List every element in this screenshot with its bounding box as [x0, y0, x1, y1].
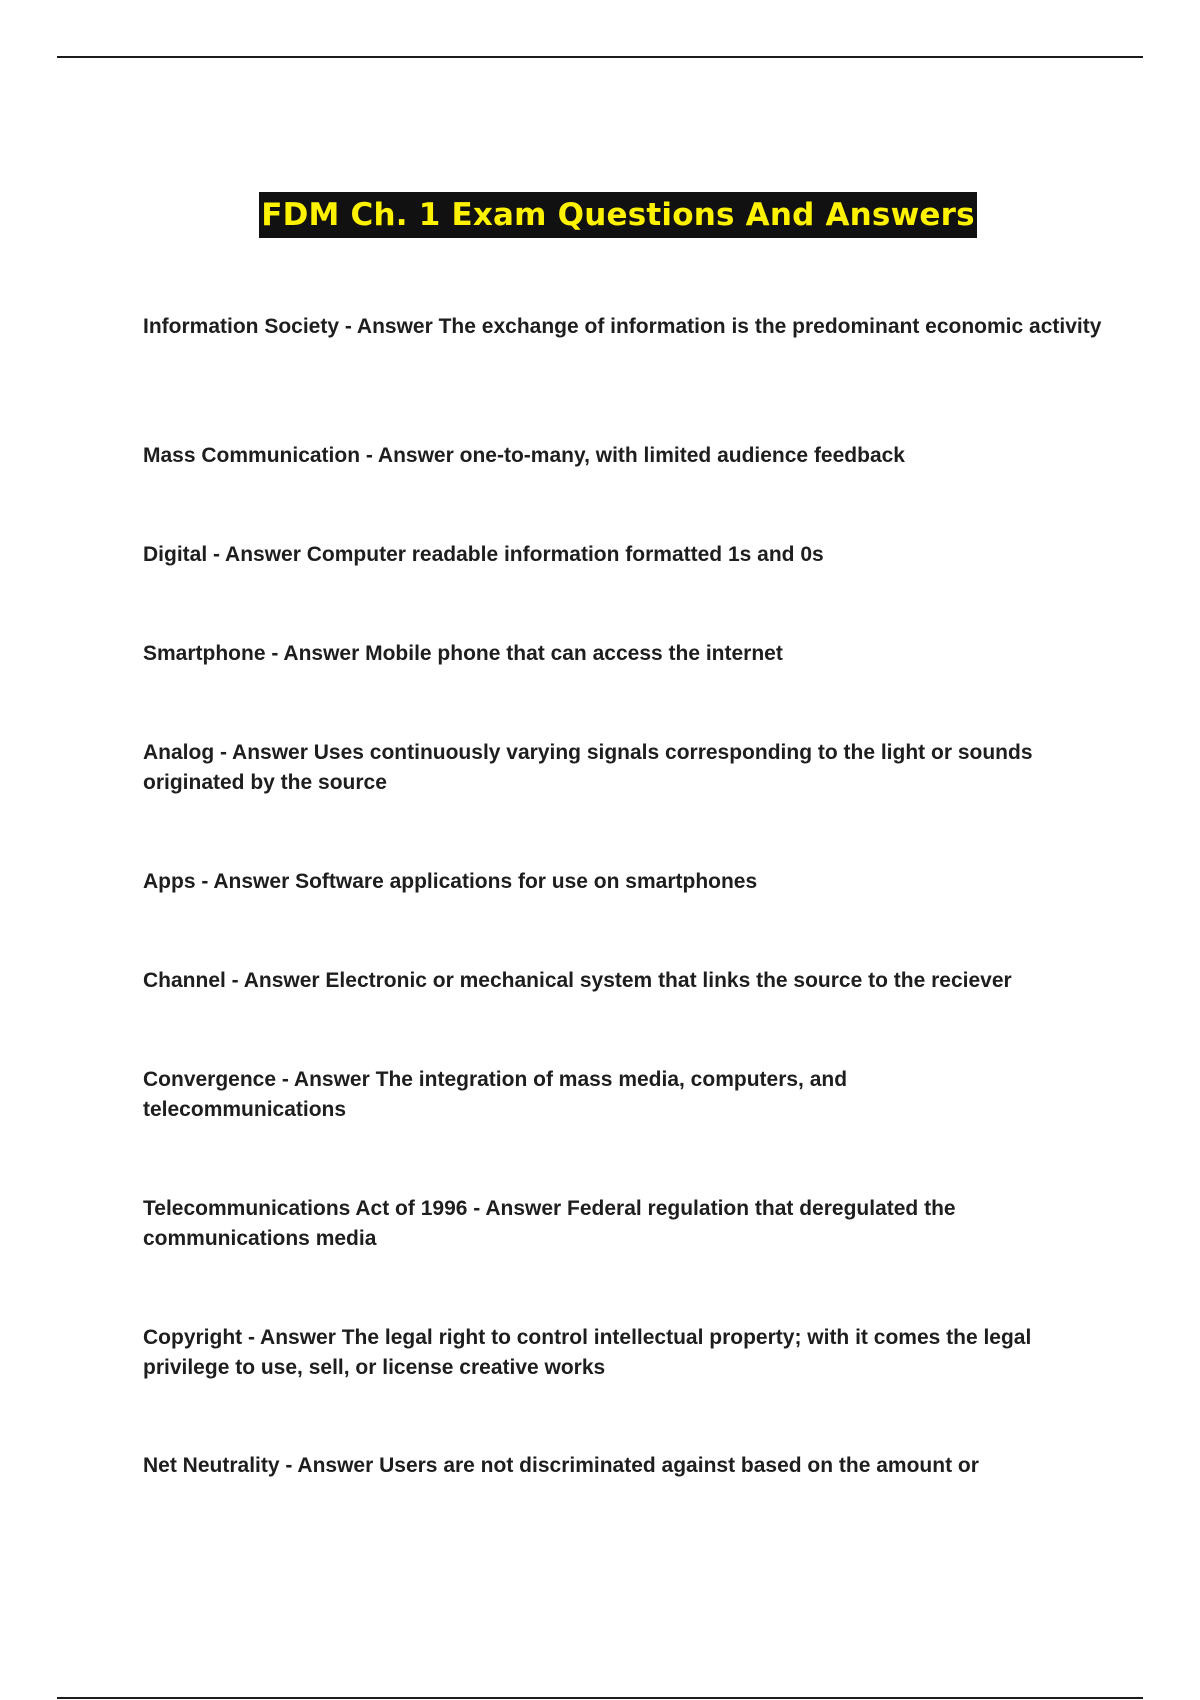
- qa-term: Smartphone: [143, 642, 266, 665]
- qa-answer: Computer readable information formatted 1s and 0s: [306, 543, 824, 566]
- qa-entry: [143, 867, 1103, 897]
- qa-entry: [143, 1323, 1103, 1383]
- qa-answer: The integration of mass media, computers, and telecommunications: [143, 1068, 848, 1121]
- qa-entry: [143, 540, 1103, 570]
- qa-term: Mass Communication: [143, 444, 361, 467]
- title-container: [0, 192, 1200, 238]
- qa-separator: - Answer: [265, 642, 366, 665]
- qa-entry: [143, 1194, 1023, 1254]
- qa-separator: - Answer: [276, 1068, 376, 1091]
- qa-separator: - Answer: [339, 315, 439, 338]
- qa-separator: - Answer: [195, 870, 296, 893]
- qa-entry: [143, 312, 1103, 342]
- qa-answer: one-to-many, with limited audience feedback: [459, 444, 905, 467]
- qa-entry: [143, 738, 1103, 798]
- qa-separator: - Answer: [360, 444, 460, 467]
- qa-separator: - Answer: [242, 1326, 342, 1349]
- qa-entry: [143, 441, 1103, 471]
- qa-term: Copyright: [143, 1326, 243, 1349]
- qa-separator: - Answer: [279, 1454, 380, 1477]
- qa-term: Net Neutrality: [143, 1454, 280, 1477]
- qa-entry: [143, 1065, 923, 1125]
- qa-term: Convergence: [143, 1068, 277, 1091]
- qa-entry: [143, 639, 1103, 669]
- qa-term: Channel: [143, 969, 226, 992]
- top-divider: [57, 56, 1143, 58]
- qa-term: Apps: [143, 870, 196, 893]
- qa-answer: Users are not discriminated against based on the amount or: [379, 1454, 979, 1477]
- bottom-divider: [57, 1697, 1143, 1699]
- qa-separator: - Answer: [467, 1197, 568, 1220]
- qa-answer: Software applications for use on smartphones: [295, 870, 758, 893]
- document-title: FDM Ch. 1 Exam Questions And Answers: [259, 192, 977, 238]
- qa-answer: Electronic or mechanical system that links the source to the reciever: [325, 969, 1012, 992]
- qa-answer: Uses continuously varying signals corresponding to the light or sounds originated by the source: [143, 741, 1033, 794]
- qa-separator: - Answer: [225, 969, 326, 992]
- qa-answer: The legal right to control intellectual property; with it comes the legal privilege to use, sell, or license creative works: [143, 1326, 1032, 1379]
- qa-entry: [143, 966, 1103, 996]
- qa-answer: Federal regulation that deregulated the communications media: [143, 1197, 956, 1250]
- qa-entry: [143, 1451, 1103, 1481]
- qa-answer: The exchange of information is the predominant economic activity: [438, 315, 1102, 338]
- qa-separator: - Answer: [214, 741, 314, 764]
- qa-separator: - Answer: [207, 543, 307, 566]
- qa-term: Telecommunications Act of 1996: [143, 1197, 468, 1220]
- qa-term: Analog: [143, 741, 215, 764]
- qa-term: Information Society: [143, 315, 340, 338]
- qa-answer: Mobile phone that can access the internet: [365, 642, 783, 665]
- qa-term: Digital: [143, 543, 208, 566]
